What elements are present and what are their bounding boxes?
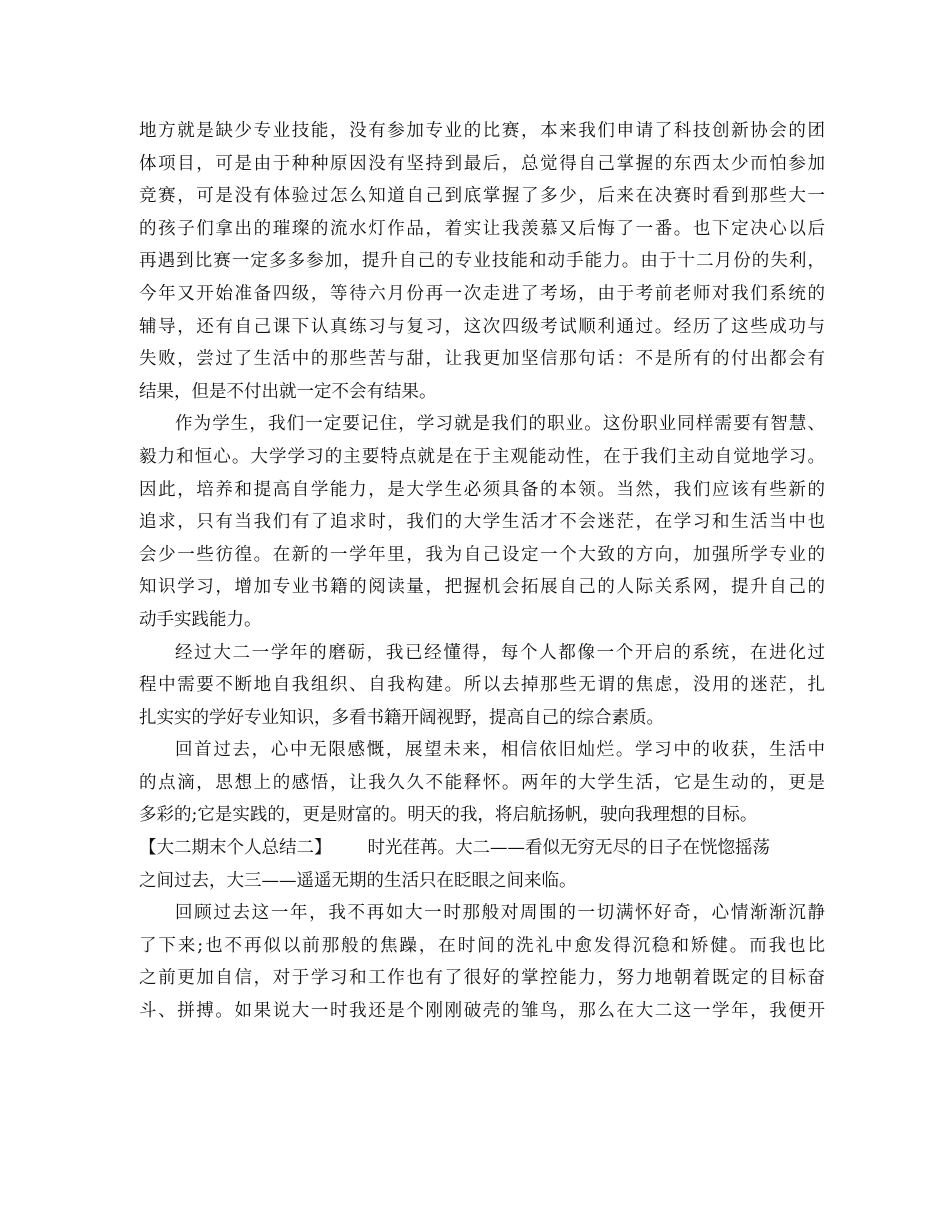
text-line: 再遇到比赛一定多多参加，提升自己的专业技能和动手能力。由于十二月份的失利， xyxy=(139,251,825,272)
text-line: 的孩子们拿出的璀璨的流水灯作品，着实让我羡慕又后悔了一番。也下定决心以后 xyxy=(139,218,825,239)
text-line: 回顾过去这一年，我不再如大一时那般对周围的一切满怀好奇，心情渐渐沉静 xyxy=(175,903,825,924)
text-line: 斗、拼搏。如果说大一时我还是个刚刚破壳的雏鸟，那么在大二这一学年，我便开 xyxy=(139,1001,825,1022)
heading-continuation: 时光荏苒。大二——看似无穷无尽的日子在恍惚摇荡 xyxy=(367,838,770,859)
text-line: 之前更加自信，对于学习和工作也有了很好的掌控能力，努力地朝着既定的目标奋 xyxy=(139,968,825,989)
section-heading: 【大二期末个人总结二】 xyxy=(139,838,332,859)
text-line: 因此，培养和提高自学能力，是大学生必须具备的本领。当然，我们应该有些新的 xyxy=(139,479,825,500)
text-line: 失败，尝过了生活中的那些苦与甜，让我更加坚信那句话：不是所有的付出都会有 xyxy=(139,349,825,370)
text-line: 结果，但是不付出就一定不会有结果。 xyxy=(139,381,437,402)
text-line: 地方就是缺少专业技能，没有参加专业的比赛，本来我们申请了科技创新协会的团 xyxy=(139,121,825,141)
text-line: 程中需要不断地自我组织、自我构建。所以去掉那些无谓的焦虑，没用的迷茫，扎 xyxy=(139,675,825,696)
text-line: 体项目，可是由于种种原因没有坚持到最后，总觉得自己掌握的东西太少而怕参加 xyxy=(139,153,825,174)
text-line: 追求，只有当我们有了追求时，我们的大学生活才不会迷茫，在学习和生活当中也 xyxy=(139,512,825,533)
text-line: 多彩的;它是实践的，更是财富的。明天的我，将启航扬帆，驶向我理想的目标。 xyxy=(139,805,758,826)
text-line: 知识学习，增加专业书籍的阅读量，把握机会拓展自己的人际关系网，提升自己的 xyxy=(139,577,825,598)
text-line: 毅力和恒心。大学学习的主要特点就是在于主观能动性，在于我们主动自觉地学习。 xyxy=(139,446,825,467)
text-line: 会少一些彷徨。在新的一学年里，我为自己设定一个大致的方向，加强所学专业的 xyxy=(139,544,825,565)
text-line: 了下来;也不再似以前那般的焦躁，在时间的洗礼中愈发得沉稳和矫健。而我也比 xyxy=(139,935,825,956)
text-line: 竞赛，可是没有体验过怎么知道自己到底掌握了多少，后来在决赛时看到那些大一 xyxy=(139,186,825,207)
document-body xyxy=(139,115,825,1028)
text-line: 的点滴，思想上的感悟，让我久久不能释怀。两年的大学生活，它是生动的，更是 xyxy=(139,772,825,793)
text-line: 辅导，还有自己课下认真练习与复习，这次四级考试顺利通过。经历了这些成功与 xyxy=(139,316,825,337)
text-line: 回首过去，心中无限感慨，展望未来，相信依旧灿烂。学习中的收获，生活中 xyxy=(175,740,825,761)
text-block-before-heading xyxy=(139,115,825,832)
text-line: 今年又开始准备四级，等待六月份再一次走进了考场，由于考前老师对我们系统的 xyxy=(139,283,825,304)
text-line: 扎实实的学好专业知识，多看书籍开阔视野，提高自己的综合素质。 xyxy=(139,707,664,728)
heading-line xyxy=(139,832,825,865)
text-line: 作为学生，我们一定要记住，学习就是我们的职业。这份职业同样需要有智慧、 xyxy=(175,414,825,435)
text-block-after-heading xyxy=(139,865,825,1028)
text-line: 动手实践能力。 xyxy=(139,609,262,630)
text-line: 经过大二一学年的磨砺，我已经懂得，每个人都像一个开启的系统，在进化过 xyxy=(175,642,825,663)
text-line: 之间过去，大三——遥遥无期的生活只在眨眼之间来临。 xyxy=(139,870,577,891)
